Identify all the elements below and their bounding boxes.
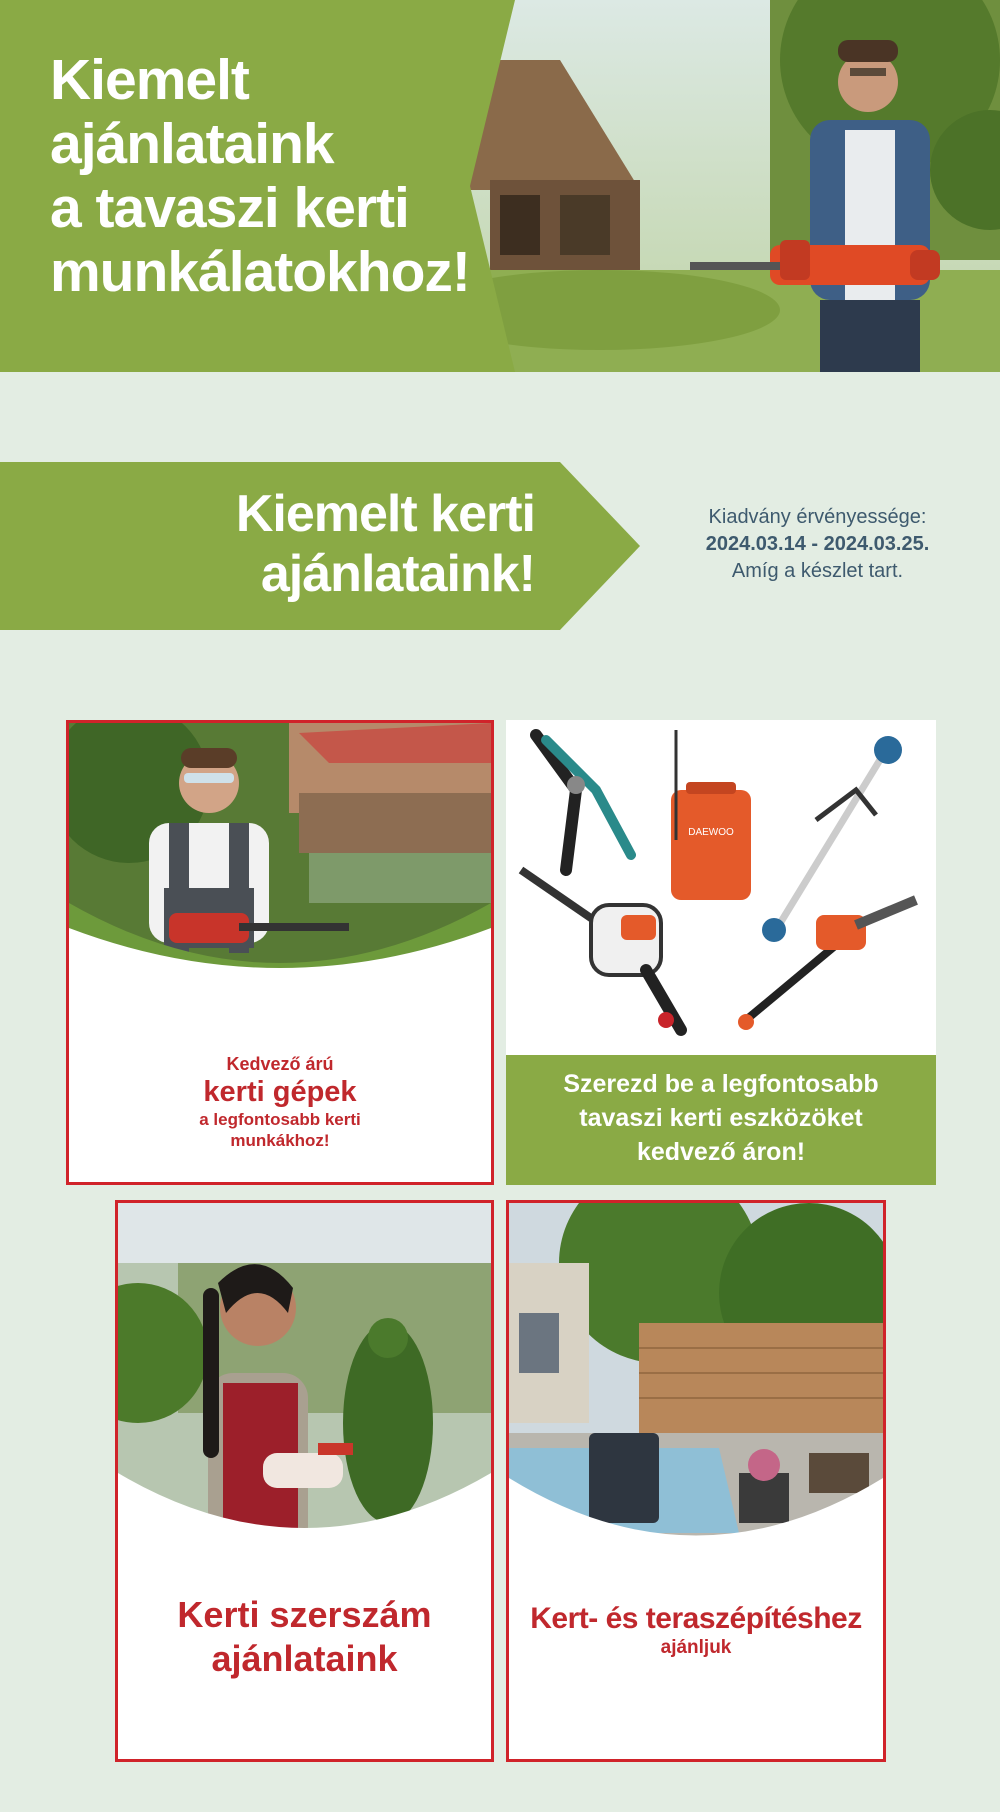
machines-line-2: kerti gépek — [203, 1076, 357, 1108]
products-caption-line-3: kedvező áron! — [636, 1138, 806, 1166]
validity-note: Amíg a készlet tart. — [731, 560, 904, 582]
section-title-line-2: ajánlataink! — [260, 545, 535, 603]
machines-line-3: a legfontosabb kerti — [199, 1110, 361, 1129]
hero-title-line-1: Kiemelt — [50, 48, 249, 112]
machines-line-1: Kedvező árú — [226, 1054, 334, 1074]
hero-title-line-2: ajánlataink — [50, 112, 334, 176]
tools-line-1: Kerti szerszám — [177, 1594, 432, 1635]
photo-man-trimming-hedge — [69, 723, 491, 988]
machines-text — [69, 1053, 491, 1151]
hero-title — [50, 48, 490, 304]
validity-dates: 2024.03.14 - 2024.03.25. — [705, 533, 930, 555]
validity-label: Kiadvány érvényessége: — [708, 506, 927, 528]
hero-title-line-4: munkálatokhoz! — [50, 240, 470, 304]
card-garden-machines[interactable] — [66, 720, 494, 1185]
tools-text — [118, 1593, 491, 1681]
hero-title-line-3: a tavaszi kerti — [50, 176, 409, 240]
machines-line-4: munkákhoz! — [230, 1131, 330, 1150]
photo-terrace-pool — [509, 1203, 883, 1563]
photo-woman-pruning-topiary — [118, 1203, 491, 1563]
products-caption-line-1: Szerezd be a legfontosabb — [563, 1070, 879, 1098]
card-garden-terrace[interactable] — [506, 1200, 886, 1762]
products-caption — [506, 1055, 936, 1185]
sprayer-brand-label: DAEWOO — [688, 827, 734, 838]
card-garden-tools-products[interactable] — [506, 720, 936, 1185]
photo-garden-tools-collage — [506, 720, 936, 1055]
tools-line-2: ajánlataink — [211, 1638, 398, 1679]
terrace-line-2: ajánljuk — [660, 1637, 732, 1658]
section-title — [150, 484, 535, 604]
section-title-line-1: Kiemelt kerti — [235, 485, 535, 543]
terrace-text — [509, 1601, 883, 1659]
terrace-line-1: Kert- és teraszépítéshez — [530, 1602, 862, 1635]
products-caption-line-2: tavaszi kerti eszközöket — [579, 1104, 863, 1132]
card-garden-hand-tools[interactable] — [115, 1200, 494, 1762]
publication-validity — [640, 504, 995, 585]
hero-banner[interactable] — [0, 0, 1000, 372]
